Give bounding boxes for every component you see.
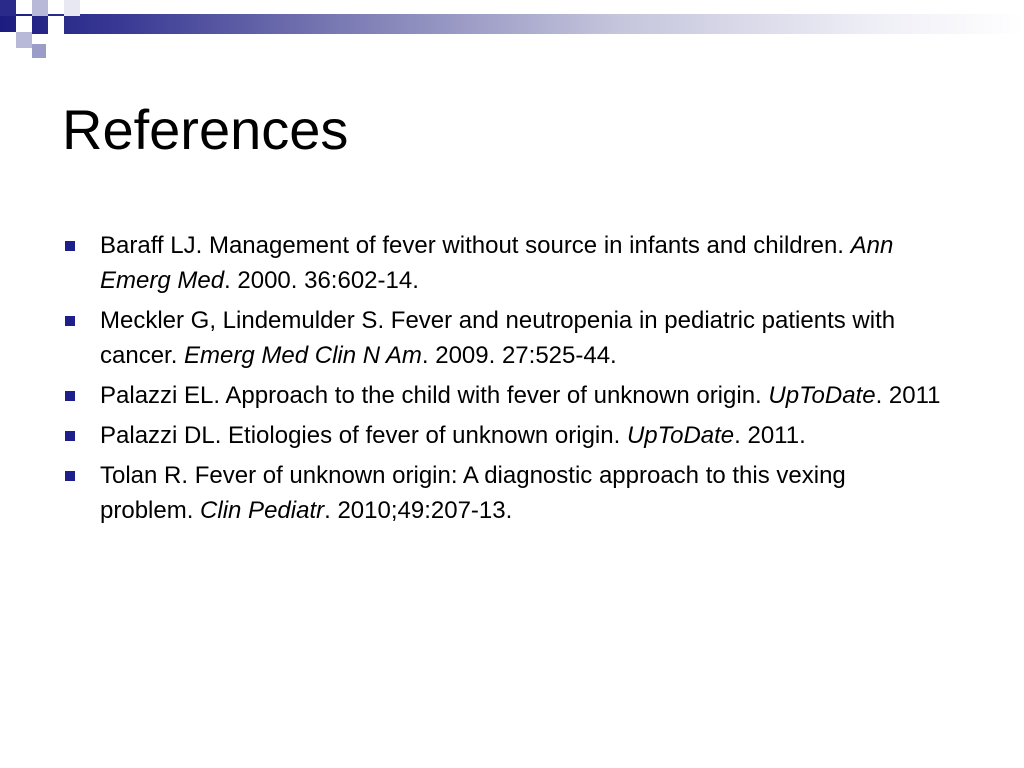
- reference-citation: . 2009. 27:525-44.: [421, 342, 617, 369]
- reference-journal: Ann Emerg Med: [100, 232, 894, 294]
- reference-text: Baraff LJ. Management of fever without source in infants and children.: [100, 232, 851, 259]
- header-gradient-band: [0, 14, 1024, 34]
- reference-item: [62, 418, 942, 453]
- slide-title: References: [62, 98, 349, 161]
- reference-item: [62, 458, 942, 528]
- header-square-decoration: [48, 16, 64, 32]
- square-bullet-icon: [65, 431, 75, 441]
- square-bullet-icon: [65, 391, 75, 401]
- square-bullet-icon: [65, 241, 75, 251]
- reference-journal: Clin Pediatr: [200, 497, 325, 524]
- reference-citation: . 2010;49:207-13.: [324, 497, 513, 524]
- reference-item: [62, 228, 942, 298]
- reference-list: [62, 228, 942, 533]
- reference-citation: . 2011: [875, 382, 941, 409]
- reference-item: [62, 303, 942, 373]
- reference-citation: . 2000. 36:602-14.: [224, 267, 419, 294]
- header-square-decoration: [0, 0, 16, 16]
- reference-item: [62, 378, 942, 413]
- header-square-decoration: [64, 0, 80, 16]
- reference-journal: UpToDate: [768, 382, 876, 409]
- reference-citation: . 2011.: [734, 422, 806, 449]
- header-square-decoration: [16, 32, 32, 48]
- header-square-decoration: [32, 0, 48, 16]
- header-square-decoration: [32, 44, 46, 58]
- header-square-decoration: [0, 32, 16, 48]
- reference-text: Meckler G, Lindemulder S. Fever and neutropenia in pediatric patients with cancer.: [100, 307, 896, 369]
- reference-text: Palazzi DL. Etiologies of fever of unknown origin.: [100, 422, 627, 449]
- reference-text: Tolan R. Fever of unknown origin: A diagnostic approach to this vexing problem.: [100, 462, 846, 524]
- header-square-decoration: [48, 32, 64, 48]
- reference-text: Palazzi EL. Approach to the child with fever of unknown origin.: [100, 382, 769, 409]
- reference-journal: UpToDate: [626, 422, 735, 449]
- square-bullet-icon: [65, 316, 75, 326]
- header-square-decoration: [16, 16, 32, 32]
- reference-journal: Emerg Med Clin N Am: [184, 342, 422, 369]
- square-bullet-icon: [65, 471, 75, 481]
